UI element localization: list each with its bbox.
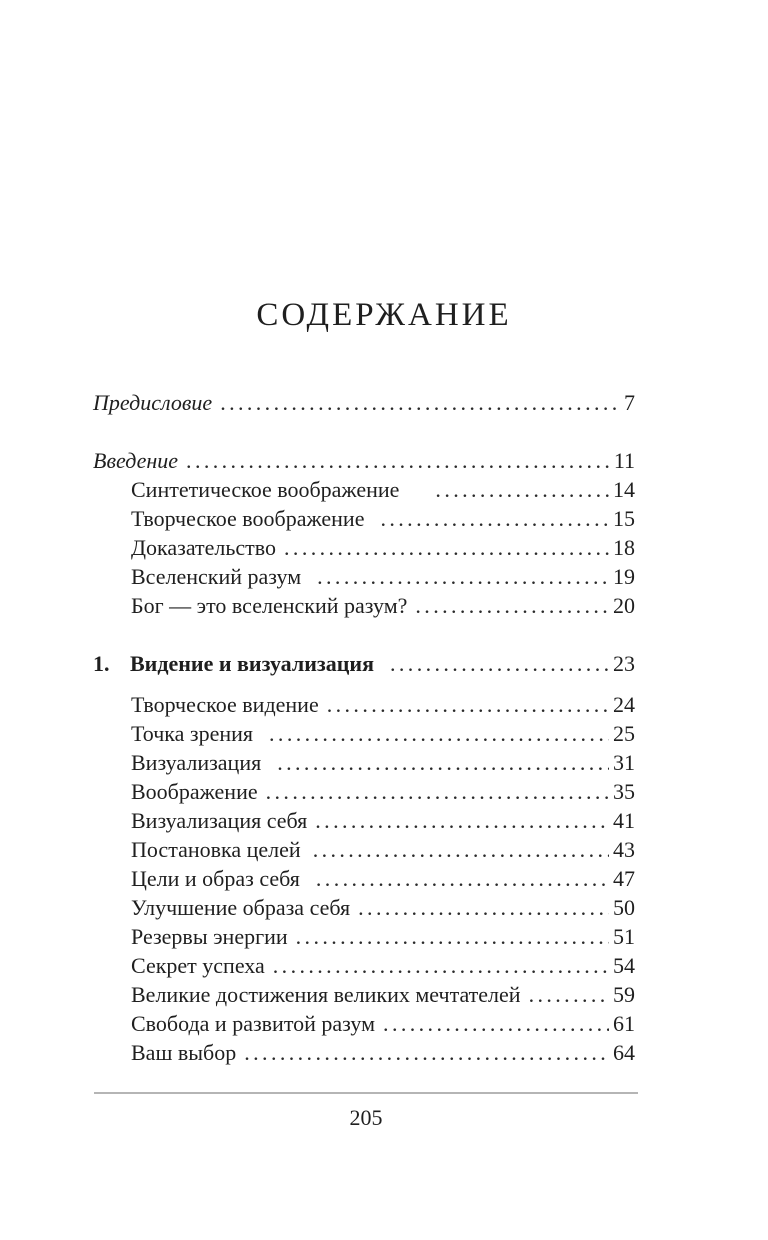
toc-label: Резервы энергии (131, 924, 288, 949)
toc-label: Вселенский разум (131, 564, 302, 589)
toc-chapter-1[interactable] (93, 650, 635, 678)
toc-entry-your-choice[interactable] (131, 1039, 635, 1067)
dot-leader (244, 1039, 609, 1067)
footer-page-number: 205 (349, 1105, 383, 1130)
toc-page-number: 59 (613, 982, 635, 1007)
toc-label: Творческое видение (131, 692, 319, 717)
page-title: СОДЕРЖАНИЕ (256, 297, 512, 333)
toc-entry-imagination[interactable] (131, 778, 635, 806)
dot-leader (315, 807, 609, 835)
dot-leader (380, 505, 609, 533)
toc-label: Визуализация (131, 750, 262, 775)
toc-entry-energy-reserves[interactable] (131, 923, 635, 951)
toc-page-number: 35 (613, 779, 635, 804)
toc-entry-goals-self-image[interactable] (131, 865, 635, 893)
toc-entry-great-dreamers[interactable] (131, 981, 635, 1009)
dot-leader (316, 865, 609, 893)
toc-entry-visualization[interactable] (131, 749, 635, 777)
dot-leader (284, 534, 609, 562)
toc-page-number: 64 (613, 1040, 635, 1065)
toc-label: Секрет успеха (131, 953, 265, 978)
dot-leader (317, 563, 609, 591)
toc-page-number: 41 (613, 808, 635, 833)
toc-label: Творческое воображение (131, 506, 365, 531)
toc-page-number: 19 (613, 564, 635, 589)
toc-entry-self-visualization[interactable] (131, 807, 635, 835)
toc-label: Воображение (131, 779, 258, 804)
dot-leader (273, 952, 609, 980)
toc-page-number: 20 (613, 593, 635, 618)
dot-leader (313, 836, 609, 864)
toc-entry-goal-setting[interactable] (131, 836, 635, 864)
toc-label: Великие достижения великих мечтателей (131, 982, 521, 1007)
toc-label: Видение и визуализация (130, 651, 374, 676)
toc-page-number: 23 (613, 651, 635, 676)
dot-leader (383, 1010, 609, 1038)
chapter-number: 1. (93, 651, 110, 676)
dot-leader (529, 981, 609, 1009)
toc-page-number: 54 (613, 953, 635, 978)
toc-page-number: 50 (613, 895, 635, 920)
toc-entry-secret-of-success[interactable] (131, 952, 635, 980)
toc-label: Синтетическое воображение (131, 477, 400, 502)
toc-page-number: 7 (624, 390, 635, 415)
toc-label: Точка зрения (131, 721, 254, 746)
toc-page-number: 25 (613, 721, 635, 746)
dot-leader (415, 592, 609, 620)
dot-leader (277, 749, 609, 777)
toc-page-number: 43 (613, 837, 635, 862)
toc-page-number: 47 (613, 866, 635, 891)
toc-page-number: 61 (613, 1011, 635, 1036)
toc-label: Постановка целей (131, 837, 301, 862)
toc-entry-god-universal-mind[interactable] (131, 592, 635, 620)
toc-entry-preface[interactable] (93, 389, 635, 417)
footer-divider (94, 1092, 638, 1094)
toc-entry-synthetic-imagination[interactable] (131, 476, 635, 504)
toc-page-number: 31 (613, 750, 635, 775)
toc-label: Улучшение образа себя (131, 895, 351, 920)
toc-page-number: 51 (613, 924, 635, 949)
dot-leader (296, 923, 609, 951)
toc-page-number: 11 (613, 448, 635, 473)
toc-entry-creative-vision[interactable] (131, 691, 635, 719)
dot-leader (390, 650, 609, 678)
toc-label: Цели и образ себя (131, 866, 300, 891)
toc-label: Визуализация себя (131, 808, 308, 833)
dot-leader (327, 691, 609, 719)
dot-leader (186, 447, 610, 475)
toc-page-number: 18 (613, 535, 635, 560)
toc-label: Свобода и развитой разум (131, 1011, 376, 1036)
toc-entry-proof[interactable] (131, 534, 635, 562)
toc-entry-universal-mind[interactable] (131, 563, 635, 591)
dot-leader (220, 389, 620, 417)
toc-label: Предисловие (93, 390, 213, 415)
toc-page-number: 24 (613, 692, 635, 717)
toc-label: Ваш выбор (131, 1040, 237, 1065)
toc-label: Бог — это вселенский разум? (131, 593, 408, 618)
toc-entry-improving-self-image[interactable] (131, 894, 635, 922)
toc-entry-freedom-developed-mind[interactable] (131, 1010, 635, 1038)
toc-page-number: 15 (613, 506, 635, 531)
dot-leader (358, 894, 609, 922)
dot-leader (266, 778, 609, 806)
toc-label: Доказательство (131, 535, 277, 560)
dot-leader (269, 720, 609, 748)
toc-label: Введение (93, 448, 179, 473)
toc-entry-creative-imagination[interactable] (131, 505, 635, 533)
toc-entry-viewpoint[interactable] (131, 720, 635, 748)
toc-page-number: 14 (613, 477, 635, 502)
dot-leader (435, 476, 609, 504)
toc-entry-introduction[interactable] (93, 447, 635, 475)
